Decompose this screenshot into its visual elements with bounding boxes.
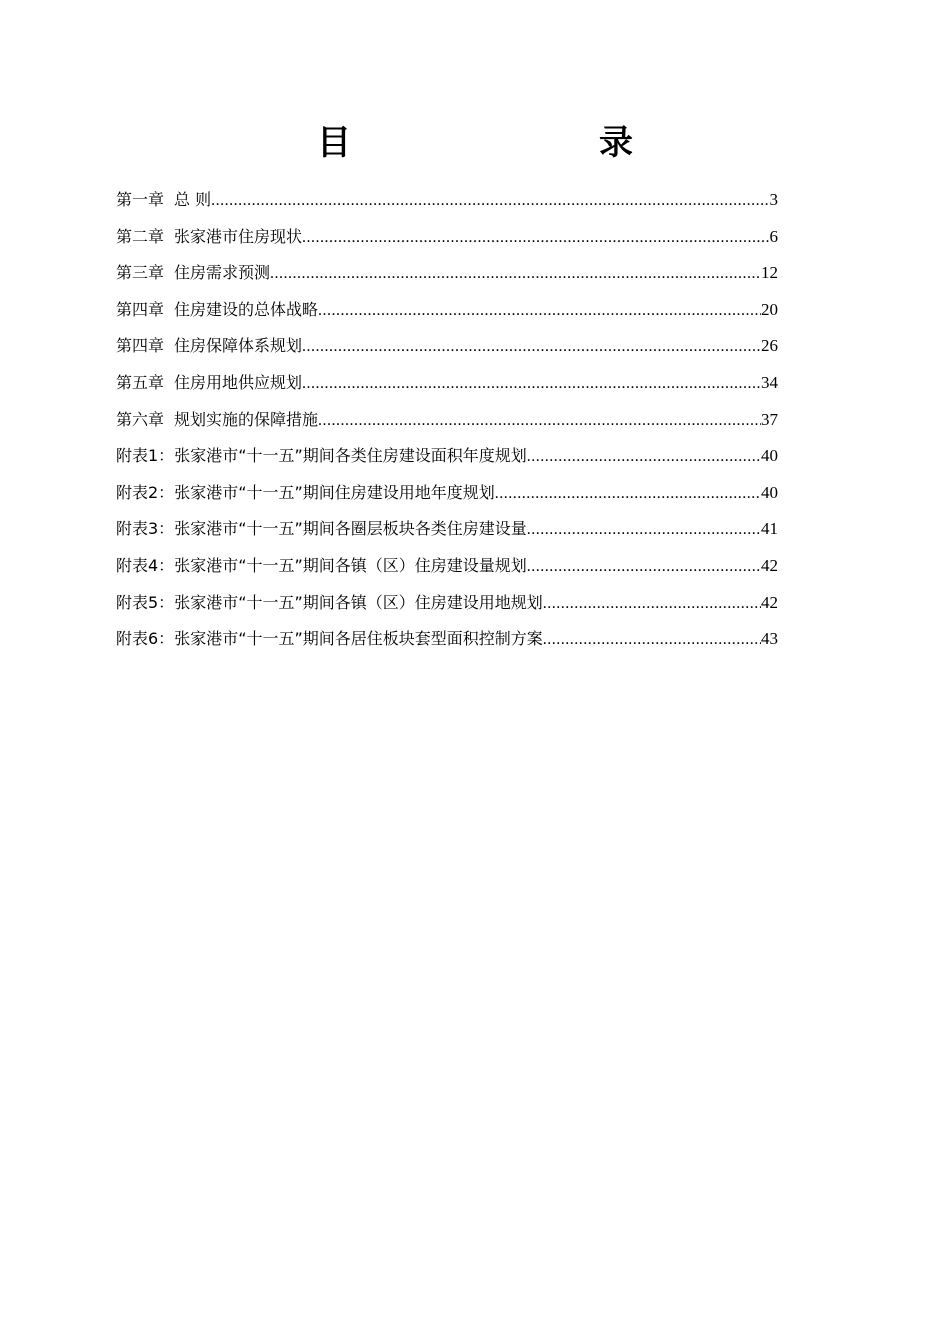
toc-entry-label <box>116 438 527 475</box>
toc-entry-label <box>116 548 527 585</box>
toc-entry-page: 43 <box>761 629 778 649</box>
toc-entry-label <box>116 292 318 329</box>
toc-entry-title: 住房保障体系规划 <box>174 336 303 356</box>
toc-entry-chapter: 附表5： <box>116 592 175 612</box>
toc-entry-leader <box>270 256 761 292</box>
toc-entry-page: 12 <box>761 263 778 283</box>
toc-entry-chapter: 第五章 <box>116 372 165 392</box>
toc-entry-title: 张家港市“十一五”期间各圈层板块各类住房建设量 <box>174 519 527 539</box>
toc-entry[interactable] <box>116 402 778 439</box>
toc-entry-title: 张家港市“十一五”期间各镇（区）住房建设量规划 <box>174 555 527 575</box>
toc-entry-label <box>116 402 318 439</box>
toc-entry-page: 6 <box>769 226 778 246</box>
toc-entry-page: 42 <box>761 592 778 612</box>
toc-entry-chapter: 附表2： <box>116 482 175 502</box>
toc-entry-title: 住房需求预测 <box>174 263 271 283</box>
toc-entry-page: 3 <box>769 190 778 209</box>
toc-entry-page: 20 <box>761 299 778 319</box>
toc-entry[interactable] <box>116 328 778 365</box>
toc-entry-label <box>116 621 543 658</box>
toc-entry-title: 张家港市“十一五”期间各镇（区）住房建设用地规划 <box>174 592 543 612</box>
toc-entry-leader <box>211 183 769 219</box>
toc-entry[interactable] <box>116 548 778 585</box>
toc-entry-leader <box>302 366 761 402</box>
toc-entry-title: 总 则 <box>174 190 212 209</box>
toc-entry-page: 41 <box>761 519 778 539</box>
toc-entry-leader <box>543 622 761 658</box>
toc-entry-label <box>116 182 211 219</box>
toc-entry-chapter: 附表1： <box>116 446 175 466</box>
toc-entry-leader <box>302 329 761 365</box>
toc-entry-title: 住房建设的总体战略 <box>174 299 319 319</box>
toc-entry-leader <box>495 476 761 512</box>
toc-entry-label <box>116 475 495 512</box>
toc-entry-page: 42 <box>761 555 778 575</box>
toc-entry[interactable] <box>116 621 778 658</box>
toc-entry-label <box>116 328 302 365</box>
toc-entry-chapter: 第二章 <box>116 226 165 246</box>
toc-entry-leader <box>527 512 761 548</box>
toc-entry-title: 张家港市“十一五”期间各居住板块套型面积控制方案 <box>174 629 543 649</box>
toc-entry-chapter: 附表3： <box>116 519 175 539</box>
toc-entry-label <box>116 365 302 402</box>
toc-entry-chapter: 第六章 <box>116 409 165 429</box>
toc-entry-chapter: 第四章 <box>116 336 165 356</box>
toc-entry[interactable] <box>116 365 778 402</box>
toc-entry[interactable] <box>116 182 778 219</box>
toc-entry[interactable] <box>116 219 778 256</box>
toc-entry-page: 40 <box>761 482 778 502</box>
toc-entry-label <box>116 219 302 256</box>
toc-entry-title: 张家港市“十一五”期间住房建设用地年度规划 <box>174 482 495 502</box>
toc-title: 目 录 <box>317 123 693 163</box>
toc-entry-title: 规划实施的保障措施 <box>174 409 319 429</box>
toc-entry-chapter: 附表6： <box>116 629 175 649</box>
toc-entry-chapter: 第四章 <box>116 299 165 319</box>
toc-entry[interactable] <box>116 475 778 512</box>
toc-entry[interactable] <box>116 438 778 475</box>
toc-entry-chapter: 第一章 <box>116 190 165 209</box>
toc-entry-title: 张家港市住房现状 <box>174 226 303 246</box>
toc-entry-leader <box>527 439 761 475</box>
toc-entry-title: 张家港市“十一五”期间各类住房建设面积年度规划 <box>174 446 527 466</box>
toc-entry-page: 40 <box>761 446 778 466</box>
toc-entry[interactable] <box>116 511 778 548</box>
toc-entry-chapter: 第三章 <box>116 263 165 283</box>
toc-entry[interactable] <box>116 292 778 329</box>
toc-entry-label <box>116 585 543 622</box>
toc-entry-label <box>116 511 527 548</box>
toc-entry-page: 37 <box>761 409 778 429</box>
toc-entry-leader <box>318 293 761 329</box>
toc-entry-leader <box>302 220 769 256</box>
toc-entry[interactable] <box>116 255 778 292</box>
toc-entry-leader <box>318 403 761 439</box>
toc-entry-title: 住房用地供应规划 <box>174 372 303 392</box>
toc-entry-chapter: 附表4： <box>116 555 175 575</box>
toc-entry-label <box>116 255 270 292</box>
toc-entry-leader <box>543 586 761 622</box>
toc-entry-page: 34 <box>761 372 778 392</box>
toc-list <box>116 182 778 658</box>
toc-entry-page: 26 <box>761 336 778 356</box>
toc-entry-leader <box>527 549 761 585</box>
toc-entry[interactable] <box>116 585 778 622</box>
